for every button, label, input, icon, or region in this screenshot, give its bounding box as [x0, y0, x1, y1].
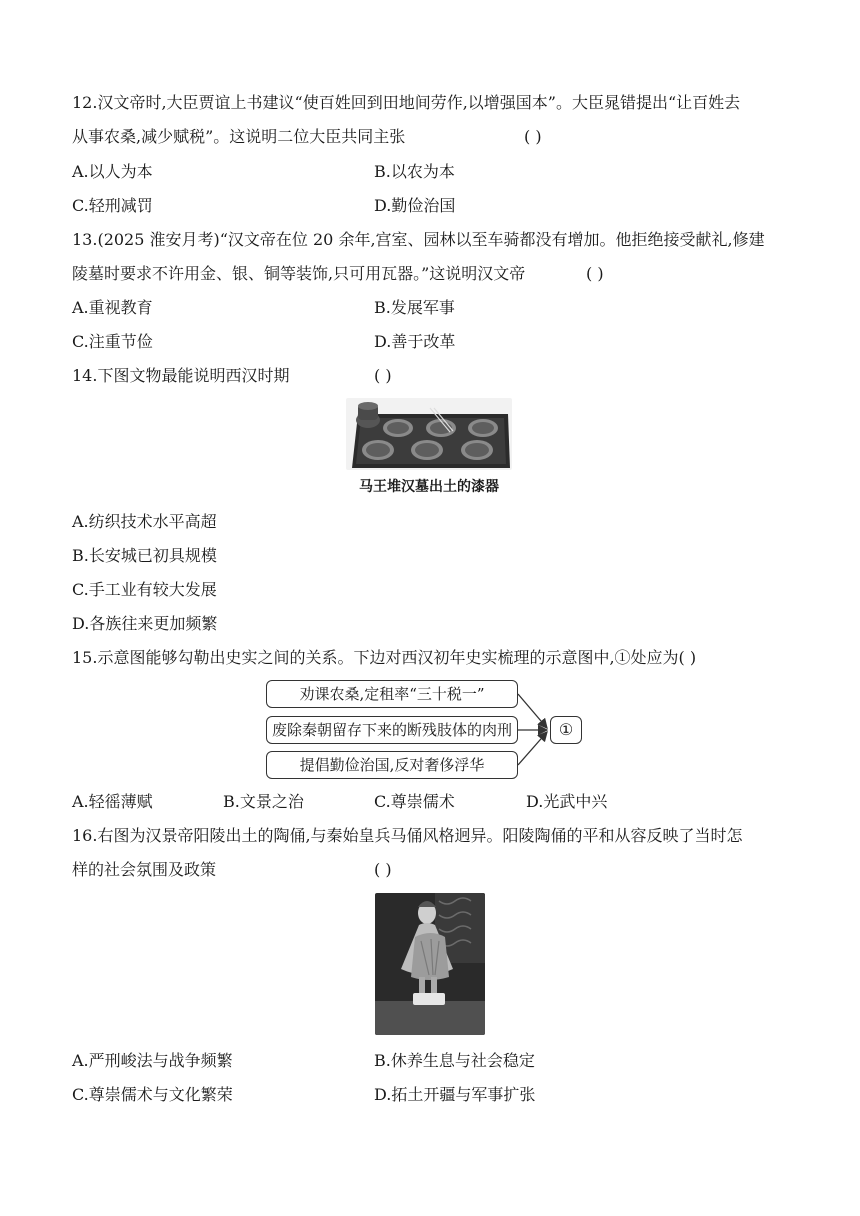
q16-option-c[interactable]: C.尊崇儒术与文化繁荣: [72, 1085, 233, 1104]
q13-option-c[interactable]: C.注重节俭: [72, 332, 153, 351]
q15-option-b[interactable]: B.文景之治: [223, 792, 304, 811]
q16-answer-blank[interactable]: ( ): [374, 860, 392, 879]
q12-option-b[interactable]: B.以农为本: [374, 162, 455, 181]
diagram-box-1: 劝课农桑,定租率“三十税一”: [266, 680, 518, 708]
q13-stem-line1: 13.(2025 淮安月考)“汉文帝在位 20 余年,宫室、园林以至车骑都没有增加。他拒绝接受献礼,修建: [72, 230, 765, 249]
q12-stem-line1: 12.汉文帝时,大臣贾谊上书建议“使百姓回到田地间劳作,以增强国本”。大臣晁错提出“让百姓去: [72, 93, 741, 112]
q14-stem: 14.下图文物最能说明西汉时期: [72, 366, 290, 385]
pottery-figurine-image: [375, 893, 485, 1035]
q12-answer-blank[interactable]: ( ): [524, 127, 542, 146]
diagram-box-2: 废除秦朝留存下来的断残肢体的肉刑: [266, 716, 518, 744]
lacquerware-image: [346, 398, 512, 470]
diagram-target-box: ①: [550, 716, 582, 744]
q13-option-b[interactable]: B.发展军事: [374, 298, 455, 317]
q13-stem-line2: 陵墓时要求不许用金、银、铜等装饰,只可用瓦器。”这说明汉文帝: [72, 264, 526, 283]
pottery-figurine-photo: [375, 893, 485, 1035]
q16-option-d[interactable]: D.拓土开疆与军事扩张: [374, 1085, 536, 1104]
q12-stem-line2: [72, 125, 405, 149]
q12-stem-text: 从事农桑,减少赋税”。这说明二位大臣共同主张: [72, 127, 406, 146]
q16-option-a[interactable]: A.严刑峻法与战争频繁: [72, 1051, 233, 1070]
q12-option-a[interactable]: A.以人为本: [72, 162, 153, 181]
q16-stem-line1: 16.右图为汉景帝阳陵出土的陶俑,与秦始皇兵马俑风格迥异。阳陵陶俑的平和从容反映了当时怎: [72, 826, 743, 845]
q16-option-b[interactable]: B.休养生息与社会稳定: [374, 1051, 535, 1070]
diagram-box-3: 提倡勤俭治国,反对奢侈浮华: [266, 751, 518, 779]
q12-option-d[interactable]: D.勤俭治国: [374, 196, 456, 215]
lacquerware-caption: 马王堆汉墓出土的漆器: [359, 479, 499, 495]
q15-option-a[interactable]: A.轻徭薄赋: [72, 792, 153, 811]
diagram-arrows: [518, 680, 552, 780]
q14-option-a[interactable]: A.纺织技术水平高超: [72, 512, 217, 531]
q13-option-d[interactable]: D.善于改革: [374, 332, 456, 351]
q12-option-c[interactable]: C.轻刑减罚: [72, 196, 153, 215]
q15-stem: 15.示意图能够勾勒出史实之间的关系。下边对西汉初年史实梳理的示意图中,①处应为( ): [72, 648, 697, 667]
q13-answer-blank[interactable]: ( ): [586, 264, 604, 283]
q14-answer-blank[interactable]: ( ): [374, 366, 392, 385]
q14-option-d[interactable]: D.各族往来更加频繁: [72, 614, 218, 633]
q15-option-c[interactable]: C.尊崇儒术: [374, 792, 455, 811]
q14-option-c[interactable]: C.手工业有较大发展: [72, 580, 217, 599]
q16-stem-line2: 样的社会氛围及政策: [72, 860, 217, 879]
q15-option-d[interactable]: D.光武中兴: [526, 792, 608, 811]
q13-option-a[interactable]: A.重视教育: [72, 298, 153, 317]
q14-option-b[interactable]: B.长安城已初具规模: [72, 546, 217, 565]
lacquerware-photo: [346, 398, 512, 470]
